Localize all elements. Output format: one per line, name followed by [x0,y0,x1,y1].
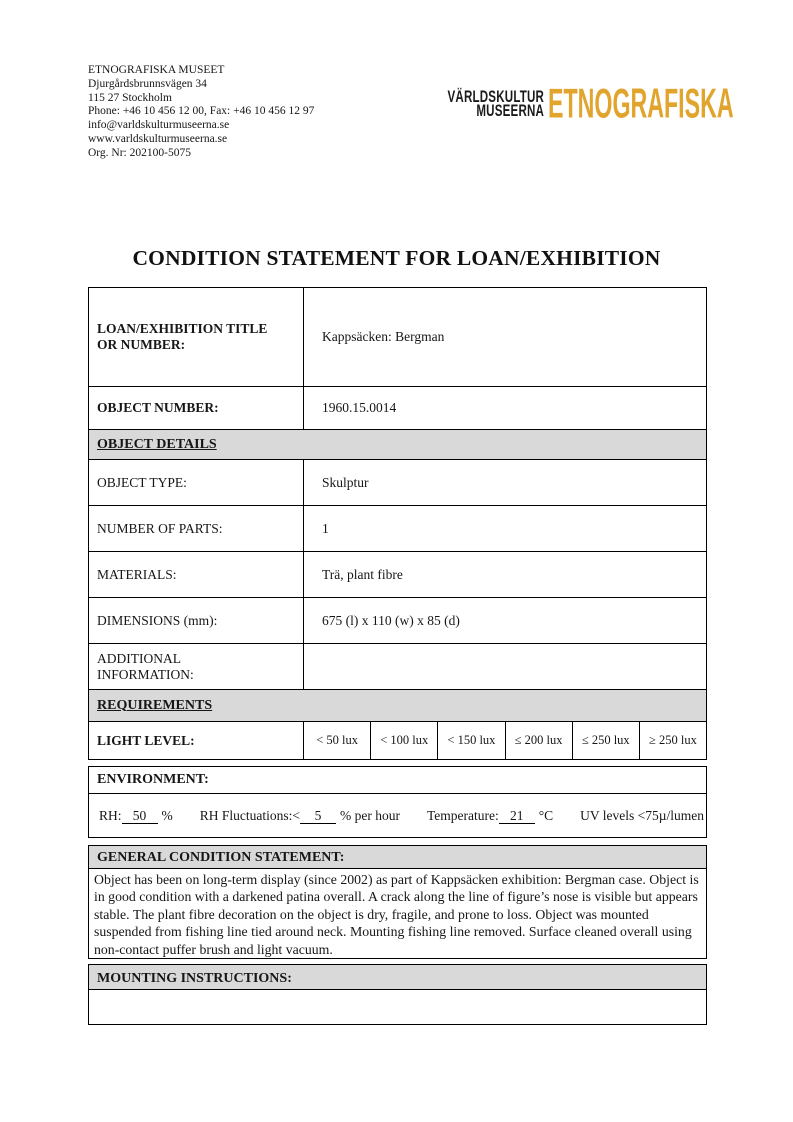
number-of-parts-label: NUMBER OF PARTS: [97,520,223,536]
temperature-label: Temperature: [427,807,499,823]
section-header-environment [89,767,706,793]
number-of-parts-value: 1 [303,506,706,551]
rh-value-field[interactable]: 50 [122,809,158,824]
table-row-number-of-parts [89,505,706,551]
section-header-requirements [89,689,706,721]
uv-levels-text: UV levels <75µ/lumen [580,807,705,823]
light-level-option-over-250lux[interactable]: ≥ 250 lux [639,722,706,759]
mounting-instructions-text[interactable] [89,990,706,1024]
table-row-additional-information [89,643,706,689]
table-row-dimensions [89,597,706,643]
address-line-website: www.varldskulturmuseerna.se [88,132,228,145]
section-header-object-details [89,429,706,459]
rh-fluctuations-value-field[interactable]: 5 [300,809,336,824]
museum-address-block [88,64,314,161]
general-condition-text: Object has been on long-term display (since 2002) as part of Kappsäcken exhibition: Bergman case. Object is in good condition with a darkened patina overall. A crack along the line of figure’s nose is visible but appears stable. The plant fibre decoration on the object is dry, fragile, and prone to loss. Object was mounted suspended from fishing line tied around neck. Mounting fishing line removed. Surface cleaned overall using non-contact puffer brush and light vacuum. [94,872,699,957]
logo-line-museerna: MUSEERNA [476,101,545,120]
logo-varldskultur-museerna [447,86,545,120]
table-row-object-type [89,459,706,505]
rh-fluctuations-label: RH Fluctuations:< [199,807,301,823]
table-row-loan-title [89,288,706,386]
address-line-phone-fax: Phone: +46 10 456 12 00, Fax: +46 10 456 12 97 [88,105,315,118]
light-level-option-50lux[interactable]: < 50 lux [303,722,370,759]
general-condition-block [88,845,707,959]
temperature-value-field[interactable]: 21 [499,809,535,824]
general-condition-heading: GENERAL CONDITION STATEMENT: [97,850,345,865]
section-header-mounting-instructions [89,965,706,990]
environment-values-row [89,793,706,837]
object-type-label: OBJECT TYPE: [97,474,187,490]
object-details-heading: OBJECT DETAILS [97,436,217,452]
environment-table [88,766,707,838]
materials-value: Trä, plant fibre [303,552,706,597]
table-row-object-number [89,386,706,429]
address-line-city: 115 27 Stockholm [88,91,172,104]
rh-group [99,808,173,824]
environment-heading: ENVIRONMENT: [97,772,209,787]
additional-information-value [303,644,706,689]
dimensions-value: 675 (l) x 110 (w) x 85 (d) [303,598,706,643]
address-line-museum-name: ETNOGRAFISKA MUSEET [88,64,225,76]
address-line-email: info@varldskulturmuseerna.se [88,119,230,132]
dimensions-label: DIMENSIONS (mm): [97,612,218,628]
logo-etnografiska-wordmark: ETNOGRAFISKA [548,80,734,128]
light-level-option-200lux[interactable]: ≤ 200 lux [505,722,572,759]
object-type-value: Skulptur [303,460,706,505]
requirements-heading: REQUIREMENTS [97,697,213,713]
section-header-general-condition [89,846,706,869]
additional-information-label: ADDITIONAL INFORMATION: [97,650,194,682]
museum-logo [402,80,793,128]
materials-label: MATERIALS: [97,566,177,582]
mounting-instructions-block [88,964,707,1025]
mounting-instructions-heading: MOUNTING INSTRUCTIONS: [97,971,292,986]
table-row-light-level [89,721,706,759]
page-title: CONDITION STATEMENT FOR LOAN/EXHIBITION [132,246,661,270]
logo-line-varldskultur: VÄRLDSKULTUR [447,86,545,106]
object-number-value: 1960.15.0014 [303,387,706,429]
loan-title-value: Kappsäcken: Bergman [303,288,706,386]
light-level-option-100lux[interactable]: < 100 lux [370,722,437,759]
light-level-option-250lux[interactable]: ≤ 250 lux [572,722,639,759]
address-line-org-number: Org. Nr: 202100-5075 [88,146,191,159]
rh-label: RH: [99,807,122,823]
address-line-street: Djurgårdsbrunnsvägen 34 [88,77,207,90]
loan-title-label: LOAN/EXHIBITION TITLE OR NUMBER: [97,321,268,352]
condition-form-table [88,287,707,760]
rh-unit: % [161,807,173,823]
temperature-group [427,808,553,824]
rh-fluctuations-unit: % per hour [340,807,400,823]
temperature-unit: °C [538,807,554,823]
rh-fluctuations-group [200,808,400,824]
table-row-materials [89,551,706,597]
light-level-label: LIGHT LEVEL: [97,732,195,748]
object-number-label: OBJECT NUMBER: [97,400,219,415]
light-level-option-150lux[interactable]: < 150 lux [437,722,504,759]
